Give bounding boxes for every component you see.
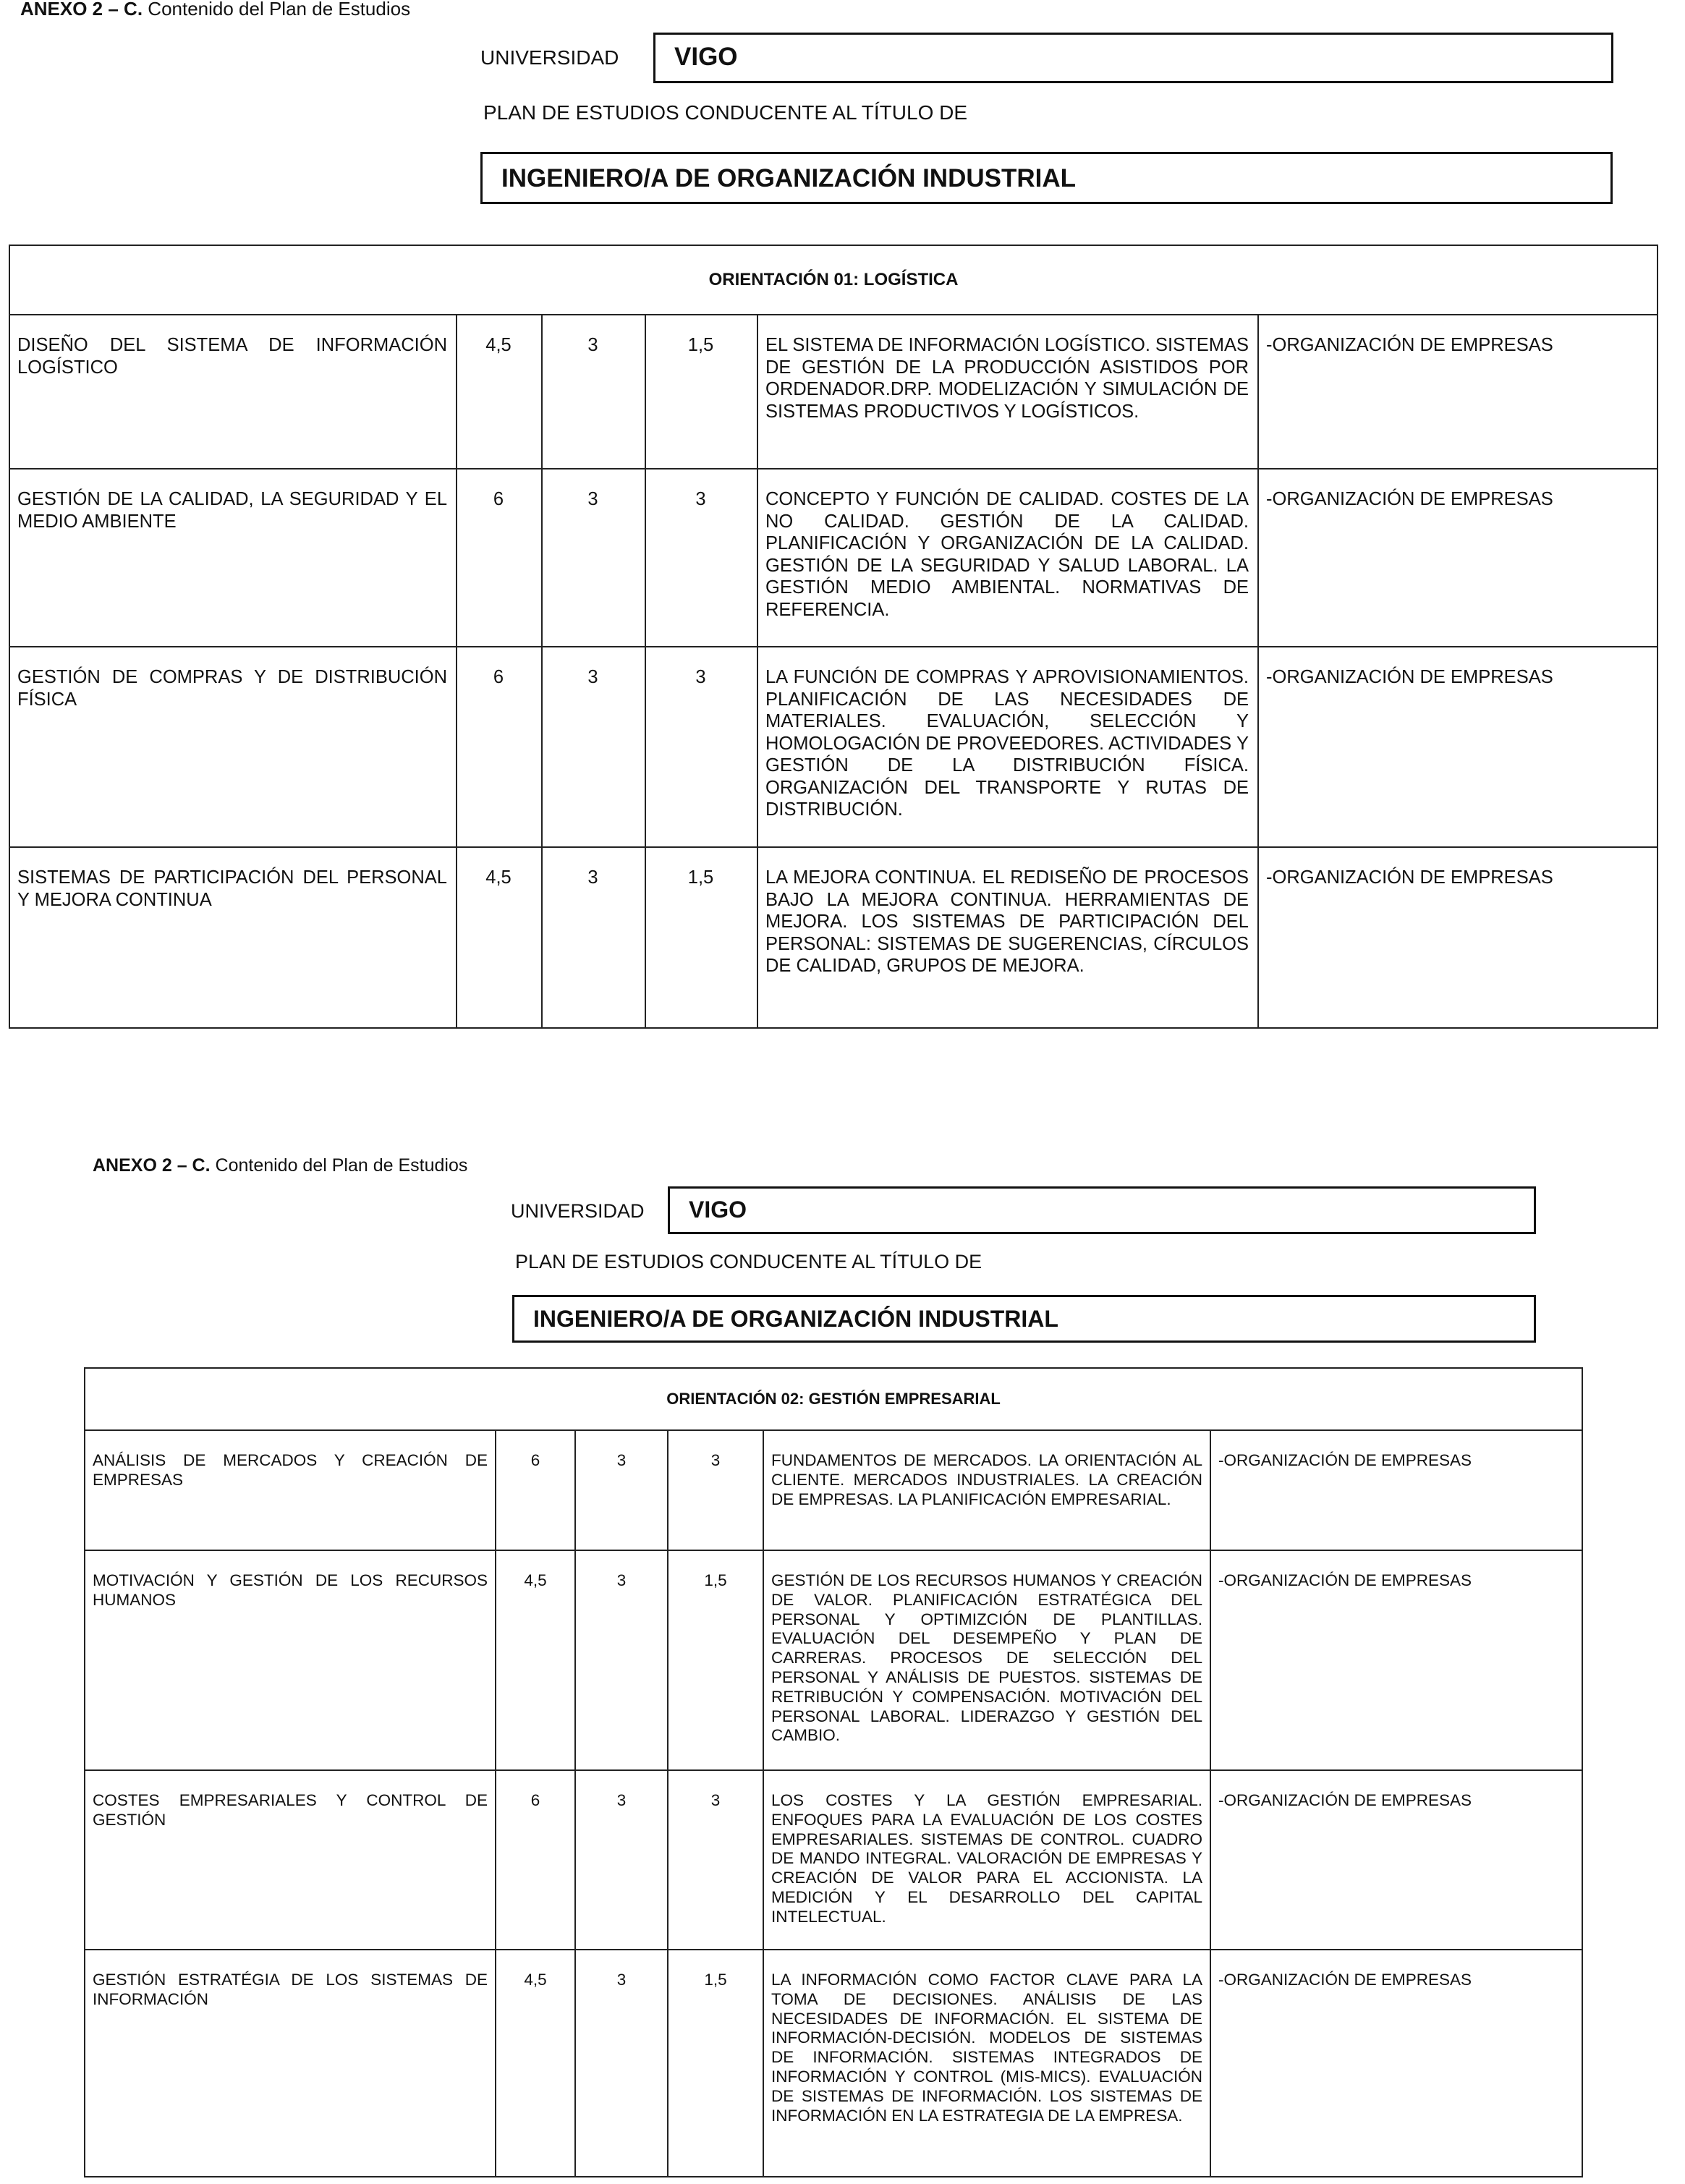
credits-theory: 3 <box>587 867 598 888</box>
table-row <box>9 315 1658 469</box>
table-row <box>85 1770 1582 1950</box>
subject-name: COSTES EMPRESARIALES Y CONTROL DE GESTIÓN <box>93 1791 488 1829</box>
degree-box <box>480 152 1613 204</box>
subject-name: SISTEMAS DE PARTICIPACIÓN DEL PERSONAL Y MEJORA CONTINUA <box>17 867 447 910</box>
table-row <box>9 847 1658 1028</box>
orientation-title: ORIENTACIÓN 01: LOGÍSTICA <box>9 245 1658 315</box>
credits-practice: 3 <box>695 667 706 687</box>
subjects-table-orientation-02 <box>84 1367 1583 2177</box>
subject-description: LOS COSTES Y LA GESTIÓN EMPRESARIAL. ENFOQUES PARA LA EVALUACIÓN DE LOS COSTES EMPRESARIALES. SISTEMAS DE CONTROL. CUADRO DE MANDO INTEGRAL. VALORACIÓN DE EMPRESAS Y CREACIÓN DE VALOR PARA EL ACCIONISTA. LA MEDICIÓN Y EL DESARROLLO DEL CAPITAL INTELECTUAL. <box>771 1791 1202 1926</box>
credits-theory: 3 <box>616 1451 627 1469</box>
subject-name: ANÁLISIS DE MERCADOS Y CREACIÓN DE EMPRESAS <box>93 1451 488 1489</box>
orientation-header-row <box>85 1368 1582 1430</box>
credits-practice: 3 <box>710 1451 721 1469</box>
degree-title: INGENIERO/A DE ORGANIZACIÓN INDUSTRIAL <box>501 164 1076 192</box>
department: -ORGANIZACIÓN DE EMPRESAS <box>1218 1451 1472 1469</box>
credits-theory: 3 <box>616 1791 627 1809</box>
annex-heading-bold: ANEXO 2 – C. <box>93 1155 211 1176</box>
annex-heading <box>93 1155 467 1176</box>
credits-total: 4,5 <box>524 1571 547 1589</box>
university-box <box>668 1186 1536 1234</box>
subject-description: GESTIÓN DE LOS RECURSOS HUMANOS Y CREACIÓN DE VALOR. PLANIFICACIÓN ESTRATÉGICA DEL PERSONAL Y OPTIMIZCIÓN DE PLANTILLAS. EVALUACIÓN DEL DESEMPEÑO Y PLAN DE CARRERAS. PROCESOS DE SELECCIÓN DEL PERSONAL Y ANÁLISIS DE PUESTOS. SISTEMAS DE RETRIBUCIÓN Y COMPENSACIÓN. MOTIVACIÓN DEL PERSONAL LABORAL. LIDERAZGO Y GESTIÓN DEL CAMBIO. <box>771 1571 1202 1745</box>
subject-description: LA FUNCIÓN DE COMPRAS Y APROVISIONAMIENTOS. PLANIFICACIÓN DE LAS NECESIDADES DE MATERIALES. EVALUACIÓN, SELECCIÓN Y HOMOLOGACIÓN DE PROVEEDORES. ACTIVIDADES Y GESTIÓN DE LA DISTRIBUCIÓN FÍSICA. ORGANIZACIÓN DEL TRANSPORTE Y RUTAS DE DISTRIBUCIÓN. <box>765 667 1249 820</box>
department: -ORGANIZACIÓN DE EMPRESAS <box>1266 667 1553 687</box>
annex-heading <box>20 0 410 20</box>
credits-practice: 1,5 <box>687 867 714 888</box>
subject-name: MOTIVACIÓN Y GESTIÓN DE LOS RECURSOS HUMANOS <box>93 1571 488 1609</box>
orientation-title: ORIENTACIÓN 02: GESTIÓN EMPRESARIAL <box>85 1368 1582 1430</box>
university-value: VIGO <box>689 1197 747 1223</box>
department: -ORGANIZACIÓN DE EMPRESAS <box>1218 1571 1472 1589</box>
table-row <box>9 647 1658 847</box>
annex-heading-bold: ANEXO 2 – C. <box>20 0 143 20</box>
plan-label: PLAN DE ESTUDIOS CONDUCENTE AL TÍTULO DE <box>483 101 968 124</box>
orientation-header-row <box>9 245 1658 315</box>
credits-total: 6 <box>530 1451 540 1469</box>
credits-total: 4,5 <box>524 1971 547 1989</box>
credits-practice: 3 <box>710 1791 721 1809</box>
credits-total: 6 <box>493 667 504 687</box>
credits-theory: 3 <box>587 335 598 355</box>
credits-practice: 1,5 <box>687 335 714 355</box>
credits-total: 4,5 <box>485 335 512 355</box>
credits-total: 4,5 <box>485 867 512 888</box>
credits-theory: 3 <box>616 1571 627 1589</box>
credits-theory: 3 <box>587 489 598 509</box>
annex-heading-text: Contenido del Plan de Estudios <box>210 1155 468 1176</box>
credits-total: 6 <box>530 1791 540 1809</box>
subject-description: LA INFORMACIÓN COMO FACTOR CLAVE PARA LA TOMA DE DECISIONES. ANÁLISIS DE LAS NECESIDADES DE INFORMACIÓN. EL SISTEMA DE INFORMACIÓN-DECISIÓN. MODELOS DE SISTEMAS DE INFORMACIÓN. SISTEMAS INTEGRADOS DE INFORMACIÓN Y CONTROL (MIS-MICS). EVALUACIÓN DE SISTEMAS DE INFORMACIÓN. LOS SISTEMAS DE INFORMACIÓN EN LA ESTRATEGIA DE LA EMPRESA. <box>771 1971 1202 2125</box>
credits-practice: 1,5 <box>704 1971 727 1989</box>
subject-description: FUNDAMENTOS DE MERCADOS. LA ORIENTACIÓN AL CLIENTE. MERCADOS INDUSTRIALES. LA CREACIÓN DE EMPRESAS. LA PLANIFICACIÓN EMPRESARIAL. <box>771 1451 1202 1508</box>
university-label: UNIVERSIDAD <box>511 1200 645 1222</box>
credits-theory: 3 <box>587 667 598 687</box>
university-value: VIGO <box>674 43 738 71</box>
annex-heading-text: Contenido del Plan de Estudios <box>143 0 411 20</box>
department: -ORGANIZACIÓN DE EMPRESAS <box>1266 489 1553 509</box>
subjects-table-orientation-01 <box>9 245 1658 1029</box>
subject-description: CONCEPTO Y FUNCIÓN DE CALIDAD. COSTES DE LA NO CALIDAD. GESTIÓN DE LA CALIDAD. PLANIFICACIÓN Y ORGANIZACIÓN DE LA CALIDAD. GESTIÓN DE LA SEGURIDAD Y SALUD LABORAL. LA GESTIÓN MEDIO AMBIENTAL. NORMATIVAS DE REFERENCIA. <box>765 489 1249 620</box>
credits-total: 6 <box>493 489 504 509</box>
department: -ORGANIZACIÓN DE EMPRESAS <box>1266 335 1553 355</box>
university-label: UNIVERSIDAD <box>480 46 619 69</box>
department: -ORGANIZACIÓN DE EMPRESAS <box>1266 867 1553 888</box>
table-row <box>85 1430 1582 1550</box>
table-row <box>85 1950 1582 2177</box>
subject-name: GESTIÓN DE COMPRAS Y DE DISTRIBUCIÓN FÍSICA <box>17 667 447 710</box>
degree-box <box>512 1295 1536 1343</box>
university-box <box>653 33 1613 83</box>
table-row <box>85 1550 1582 1770</box>
degree-title: INGENIERO/A DE ORGANIZACIÓN INDUSTRIAL <box>533 1306 1058 1332</box>
credits-theory: 3 <box>616 1971 627 1989</box>
credits-practice: 3 <box>695 489 706 509</box>
table-row <box>9 469 1658 647</box>
department: -ORGANIZACIÓN DE EMPRESAS <box>1218 1791 1472 1809</box>
department: -ORGANIZACIÓN DE EMPRESAS <box>1218 1971 1472 1989</box>
subject-description: EL SISTEMA DE INFORMACIÓN LOGÍSTICO. SISTEMAS DE GESTIÓN DE LA PRODUCCIÓN ASISTIDOS POR ORDENADOR.DRP. MODELIZACIÓN Y SIMULACIÓN DE SISTEMAS PRODUCTIVOS Y LOGÍSTICOS. <box>765 335 1249 422</box>
subject-name: DISEÑO DEL SISTEMA DE INFORMACIÓN LOGÍSTICO <box>17 335 447 378</box>
subject-description: LA MEJORA CONTINUA. EL REDISEÑO DE PROCESOS BAJO LA MEJORA CONTINUA. HERRAMIENTAS DE MEJORA. LOS SISTEMAS DE PARTICIPACIÓN DEL PERSONAL: SISTEMAS DE SUGERENCIAS, CÍRCULOS DE CALIDAD, GRUPOS DE MEJORA. <box>765 867 1249 976</box>
plan-label: PLAN DE ESTUDIOS CONDUCENTE AL TÍTULO DE <box>515 1251 982 1272</box>
subject-name: GESTIÓN ESTRATÉGIA DE LOS SISTEMAS DE INFORMACIÓN <box>93 1971 488 2008</box>
credits-practice: 1,5 <box>704 1571 727 1589</box>
subject-name: GESTIÓN DE LA CALIDAD, LA SEGURIDAD Y EL MEDIO AMBIENTE <box>17 489 447 532</box>
